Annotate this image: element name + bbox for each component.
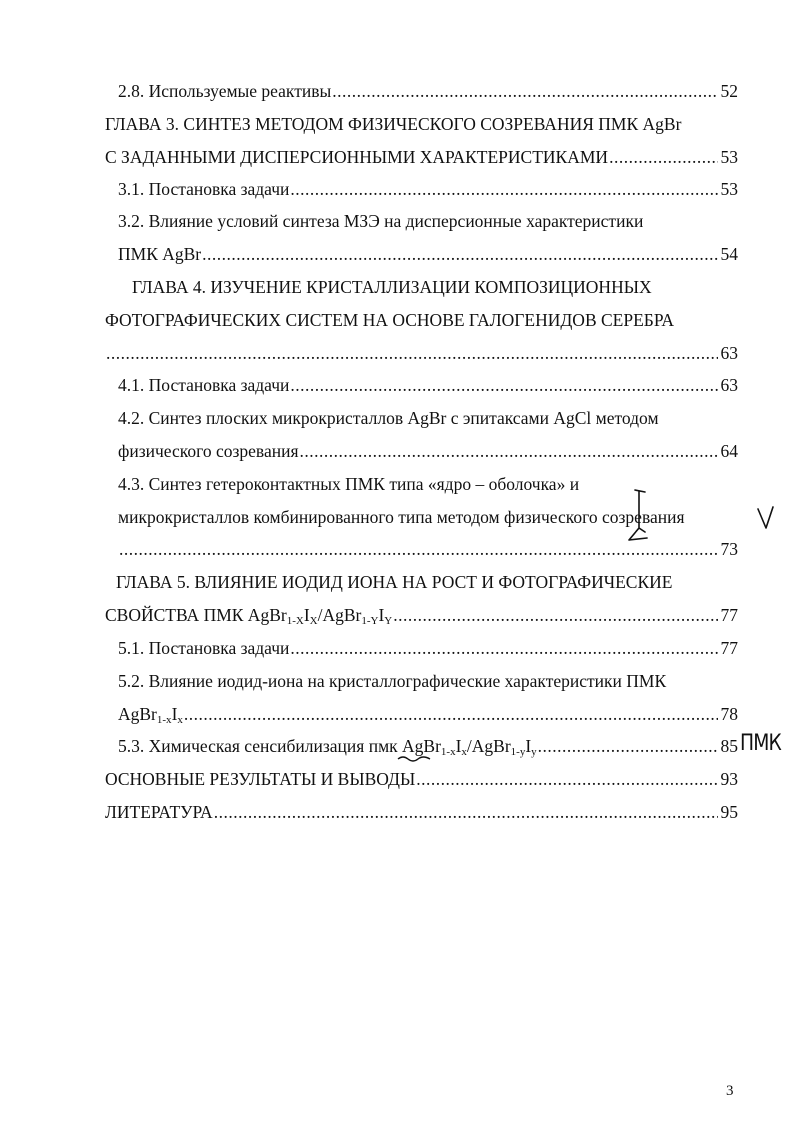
handwritten-note: ПМК <box>740 731 781 756</box>
toc-entry-page: 53 <box>720 147 738 167</box>
toc-entry-title: 5.3. Химическая сенсибилизация пмк $AgBr_{1-x}I_x/AgBr_{1-y}I_y$ <box>118 736 537 758</box>
toc-entry-page: 85 <box>720 736 738 756</box>
toc-entry-title: физического созревания <box>118 441 299 461</box>
toc-entry-page: 52 <box>720 81 738 101</box>
toc-chapter-4-line1: ГЛАВА 4. ИЗУЧЕНИЕ КРИСТАЛЛИЗАЦИИ КОМПОЗИЦИОННЫХ <box>132 277 652 297</box>
toc-chapter-4 <box>105 342 738 364</box>
toc-entry-page: 93 <box>720 769 738 789</box>
toc-entry-4-3-line1: 4.3. Синтез гетероконтактных ПМК типа «ядро – оболочка» и <box>118 474 580 494</box>
handwritten-underline-mark <box>396 754 432 764</box>
page-number: 3 <box>726 1083 734 1099</box>
toc-chapter-5-line1: ГЛАВА 5. ВЛИЯНИЕ ИОДИД ИОНА НА РОСТ И ФОТОГРАФИЧЕСКИЕ <box>116 572 673 592</box>
toc-entry-page: 78 <box>720 704 738 724</box>
toc-entry-4-1 <box>118 374 738 396</box>
toc-chapter-title: С ЗАДАННЫМИ ДИСПЕРСИОННЫМИ ХАРАКТЕРИСТИКАМИ <box>105 147 609 167</box>
toc-results <box>105 768 738 790</box>
toc-entry-4-2-line1: 4.2. Синтез плоских микрокристаллов AgBr с эпитаксами AgCl методом <box>118 408 659 428</box>
toc-entry-5-2-line1: 5.2. Влияние иодид-иона на кристаллографические характеристики ПМК <box>118 671 667 691</box>
toc-entry-3-2-line1: 3.2. Влияние условий синтеза МЗЭ на дисперсионные характеристики <box>118 211 644 231</box>
toc-entry-page: 54 <box>720 244 738 264</box>
toc-entry-title: 5.1. Постановка задачи <box>118 638 290 658</box>
toc-entry-title: 2.8. Используемые реактивы <box>118 81 332 101</box>
toc-chapter-3 <box>105 146 738 168</box>
toc-entry-page: 77 <box>720 605 738 625</box>
toc-chapter-5 <box>105 604 738 626</box>
toc-entry-page: 77 <box>720 638 738 658</box>
toc-entry-title: ЛИТЕРАТУРА <box>105 802 213 822</box>
toc-entry-page: 95 <box>720 802 738 822</box>
handwritten-check-mark <box>756 505 776 531</box>
toc-entry-title: ПМК AgBr <box>118 244 202 264</box>
handwritten-bracket-mark <box>615 488 655 550</box>
toc-entry-page: 53 <box>720 179 738 199</box>
toc-entry-page: 73 <box>720 539 738 559</box>
toc-entry-title: $AgBr_{1-x}I_x$ <box>118 704 183 726</box>
toc-entry-title: ОСНОВНЫЕ РЕЗУЛЬТАТЫ И ВЫВОДЫ <box>105 769 416 789</box>
toc-entry-page: 63 <box>720 343 738 363</box>
toc-chapter-title: СВОЙСТВА ПМК $AgBr_{1-X}I_X/AgBr_{1-Y}I_Y$ <box>105 605 393 627</box>
toc-literature <box>105 801 738 823</box>
toc-chapter-3-line1: ГЛАВА 3. СИНТЕЗ МЕТОДОМ ФИЗИЧЕСКОГО СОЗРЕВАНИЯ ПМК AgBr <box>105 114 682 134</box>
toc-entry-5-2 <box>118 703 738 725</box>
toc-entry-4-3-line2: микрокристаллов комбинированного типа методом физического созревания <box>118 507 685 527</box>
toc-entry-title: 4.1. Постановка задачи <box>118 375 290 395</box>
toc-entry-3-1 <box>118 178 738 200</box>
toc-entry-page: 64 <box>720 441 738 461</box>
toc-chapter-4-line2: ФОТОГРАФИЧЕСКИХ СИСТЕМ НА ОСНОВЕ ГАЛОГЕНИДОВ СЕРЕБРА <box>105 310 674 330</box>
toc-entry-2-8 <box>118 80 738 102</box>
toc-entry-3-2 <box>118 243 738 265</box>
toc-entry-5-1 <box>118 637 738 659</box>
toc-entry-title: 3.1. Постановка задачи <box>118 179 290 199</box>
toc-entry-4-2 <box>118 440 738 462</box>
toc-entry-page: 63 <box>720 375 738 395</box>
